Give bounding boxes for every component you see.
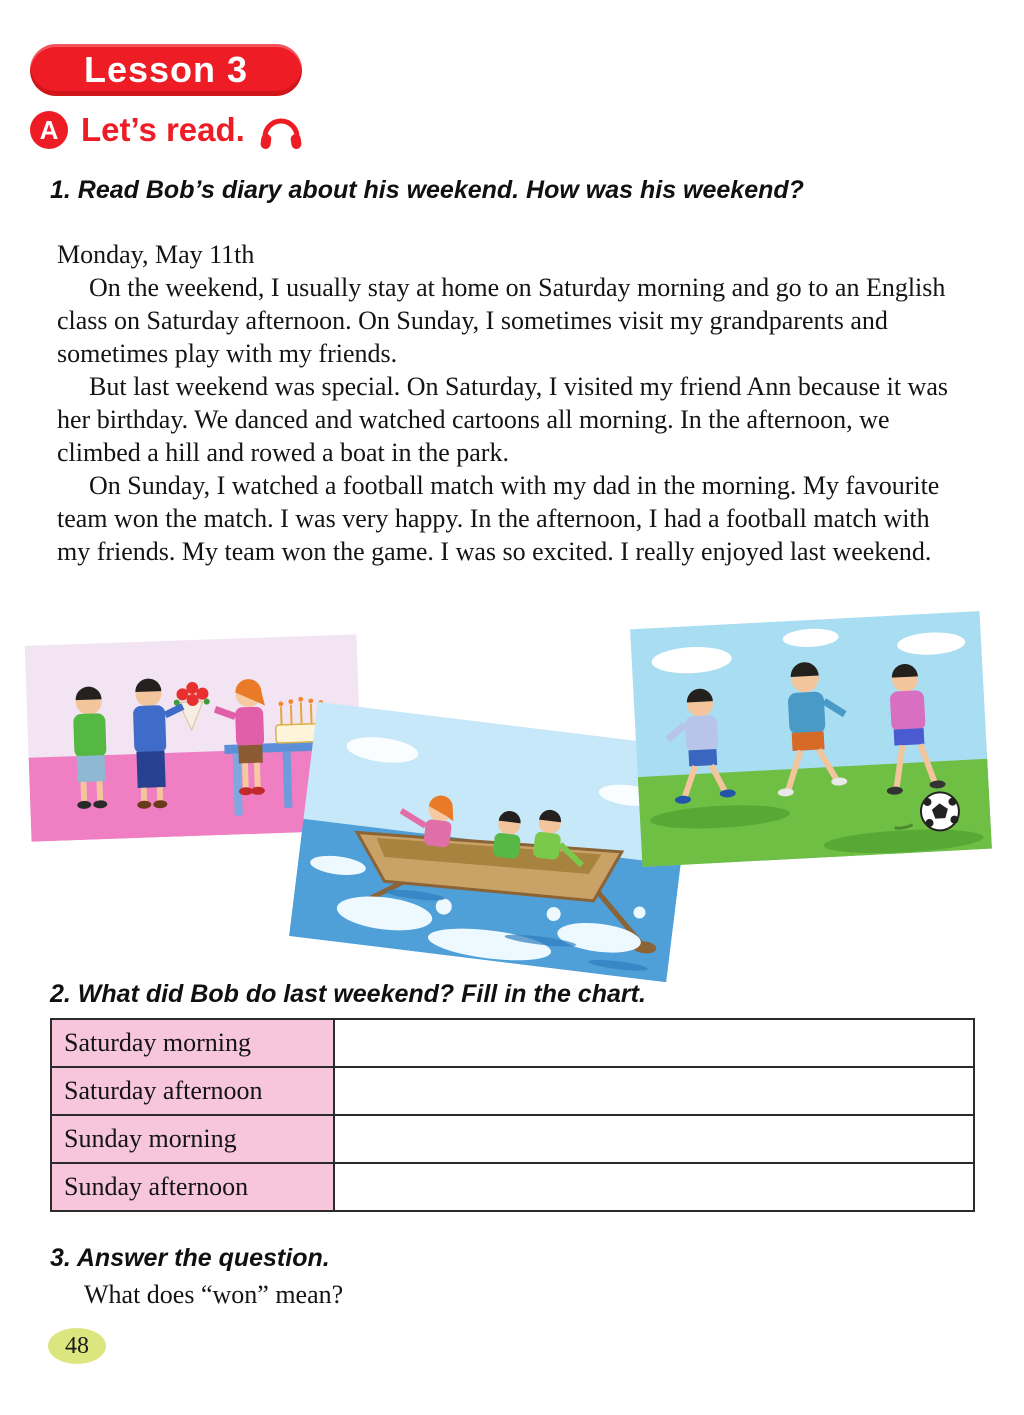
lesson-badge [30, 44, 302, 96]
diary-paragraph-1: On the weekend, I usually stay at home on Saturday morning and go to an English class on Saturday afternoon. On Sunday, I sometimes visit my grandparents and sometimes play with my friends. [57, 273, 946, 368]
row-label-saturday-morning: Saturday morning [51, 1019, 334, 1067]
lesson-badge-label: Lesson 3 [83, 49, 249, 90]
section-header [30, 110, 304, 150]
section-letter: A [39, 114, 59, 145]
diary-paragraph-3: On Sunday, I watched a football match with my dad in the morning. My favourite team won the match. I was very happy. In the afternoon, I had a football match with my friends. My team won the game. I was so excited. I really enjoyed last weekend. [57, 471, 940, 566]
rowing-boat-illustration [289, 702, 695, 983]
row-value-saturday-morning [334, 1019, 974, 1067]
table-row [51, 1115, 974, 1163]
section-letter-badge [30, 111, 68, 149]
weekend-chart-table [50, 1018, 975, 1212]
row-value-sunday-morning [334, 1115, 974, 1163]
row-value-sunday-afternoon [334, 1163, 974, 1211]
illustration-collage [0, 612, 1024, 982]
task3-heading: 3. Answer the question. [50, 1244, 330, 1272]
task2-heading: 2. What did Bob do last weekend? Fill in the chart. [50, 980, 646, 1008]
table-row [51, 1019, 974, 1067]
row-label-sunday-afternoon: Sunday afternoon [51, 1163, 334, 1211]
row-label-sunday-morning: Sunday morning [51, 1115, 334, 1163]
page-number-badge [48, 1328, 106, 1364]
football-match-illustration [630, 611, 992, 867]
page-number: 48 [65, 1332, 89, 1359]
table-row [51, 1067, 974, 1115]
diary-text [57, 238, 957, 568]
table-row [51, 1163, 974, 1211]
task3-question: What does “won” mean? [84, 1280, 344, 1309]
headphones-icon [258, 110, 304, 150]
section-title: Let’s read. [81, 111, 245, 148]
row-value-saturday-afternoon [334, 1067, 974, 1115]
diary-date: Monday, May 11th [57, 240, 255, 269]
diary-paragraph-2: But last weekend was special. On Saturday, I visited my friend Ann because it was her birthday. We danced and watched cartoons all morning. In the afternoon, we climbed a hill and rowed a boat in the park. [57, 372, 948, 467]
task1-heading: 1. Read Bob’s diary about his weekend. How was his weekend? [50, 176, 804, 204]
row-label-saturday-afternoon: Saturday afternoon [51, 1067, 334, 1115]
